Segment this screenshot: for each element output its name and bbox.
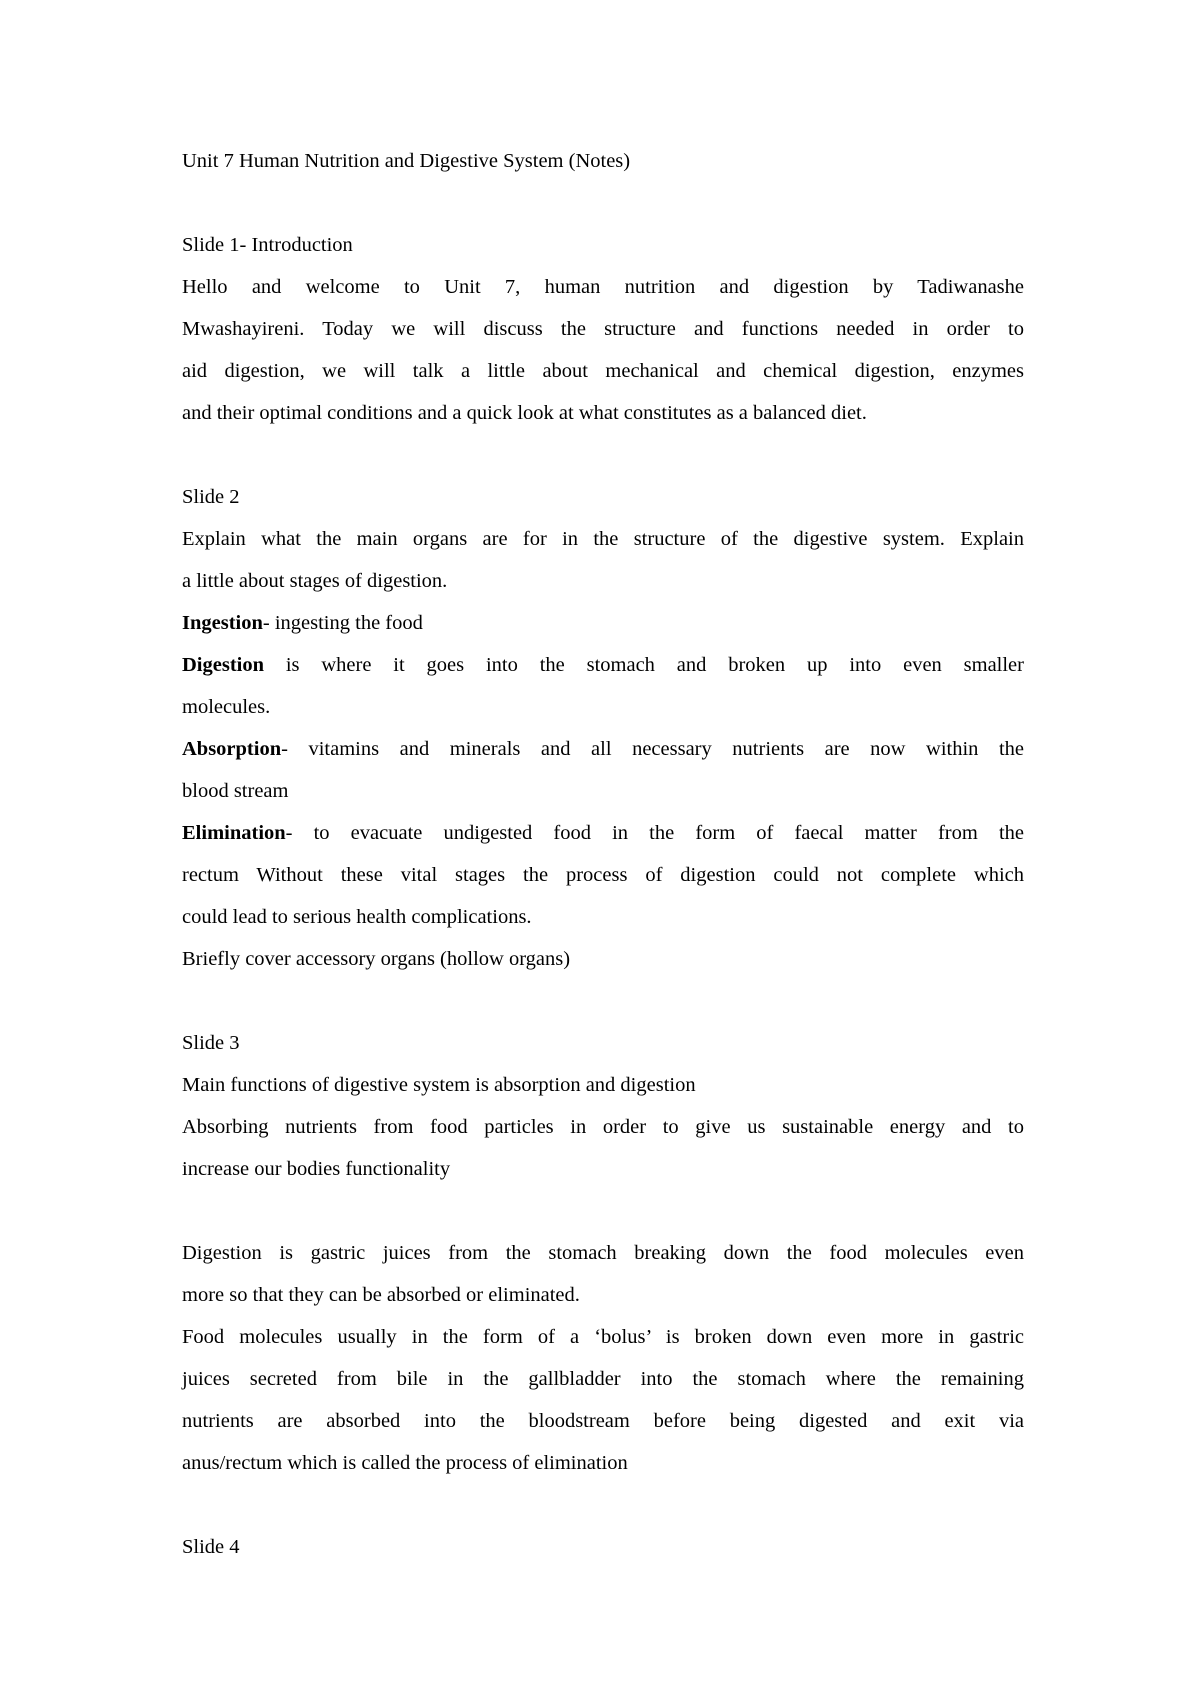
elimination-line-2: rectum Without these vital stages the process of digestion could not complete which xyxy=(182,864,1024,886)
slide3-line: Main functions of digestive system is absorption and digestion xyxy=(182,1074,696,1096)
slide2-intro-line: a little about stages of digestion. xyxy=(182,570,448,592)
slide2-heading: Slide 2 xyxy=(182,486,240,508)
document-page xyxy=(182,140,1024,1568)
spacer xyxy=(182,434,1024,476)
digestion-term: Digestion xyxy=(182,654,264,676)
ingestion-line xyxy=(182,602,1024,644)
document-title: Unit 7 Human Nutrition and Digestive System (Notes) xyxy=(182,150,631,172)
slide1-line: and their optimal conditions and a quick look at what constitutes as a balanced diet. xyxy=(182,402,867,424)
accessory-organs-line: Briefly cover accessory organs (hollow organs) xyxy=(182,948,571,970)
slide4-heading: Slide 4 xyxy=(182,1536,240,1558)
slide3-line: Food molecules usually in the form of a ‘bolus’ is broken down even more in gastric xyxy=(182,1326,1024,1348)
elimination-line-3: could lead to serious health complications. xyxy=(182,906,532,928)
slide1-line: Mwashayireni. Today we will discuss the structure and functions needed in order to xyxy=(182,318,1024,340)
spacer xyxy=(182,1484,1024,1526)
slide3-line: juices secreted from bile in the gallbladder into the stomach where the remaining xyxy=(182,1368,1024,1390)
elimination-line xyxy=(182,812,1024,854)
absorption-line xyxy=(182,728,1024,770)
digestion-text: is where it goes into the stomach and broken up into even smaller xyxy=(264,654,1024,676)
slide2-intro-line: Explain what the main organs are for in the structure of the digestive system. Explain xyxy=(182,528,1024,550)
spacer xyxy=(182,1190,1024,1232)
absorption-term: Absorption xyxy=(182,738,282,760)
slide1-line: Hello and welcome to Unit 7, human nutrition and digestion by Tadiwanashe xyxy=(182,276,1024,298)
slide1-line: aid digestion, we will talk a little about mechanical and chemical digestion, enzymes xyxy=(182,360,1024,382)
slide1-heading: Slide 1- Introduction xyxy=(182,234,353,256)
slide3-heading: Slide 3 xyxy=(182,1032,240,1054)
spacer xyxy=(182,182,1024,224)
slide3-line: Digestion is gastric juices from the stomach breaking down the food molecules even xyxy=(182,1242,1024,1264)
absorption-text: - vitamins and minerals and all necessary nutrients are now within the xyxy=(281,738,1024,760)
ingestion-term: Ingestion xyxy=(182,612,263,634)
digestion-line xyxy=(182,644,1024,686)
slide3-line: Absorbing nutrients from food particles in order to give us sustainable energy and to xyxy=(182,1116,1024,1138)
slide3-line: nutrients are absorbed into the bloodstream before being digested and exit via xyxy=(182,1410,1024,1432)
slide3-line: anus/rectum which is called the process of elimination xyxy=(182,1452,628,1474)
slide3-line: increase our bodies functionality xyxy=(182,1158,451,1180)
slide3-line: more so that they can be absorbed or eliminated. xyxy=(182,1284,580,1306)
digestion-line-2: molecules. xyxy=(182,696,271,718)
absorption-line-2: blood stream xyxy=(182,780,289,802)
elimination-term: Elimination xyxy=(182,822,286,844)
ingestion-text: - ingesting the food xyxy=(262,612,423,634)
spacer xyxy=(182,980,1024,1022)
elimination-text: - to evacuate undigested food in the form of faecal matter from the xyxy=(285,822,1024,844)
